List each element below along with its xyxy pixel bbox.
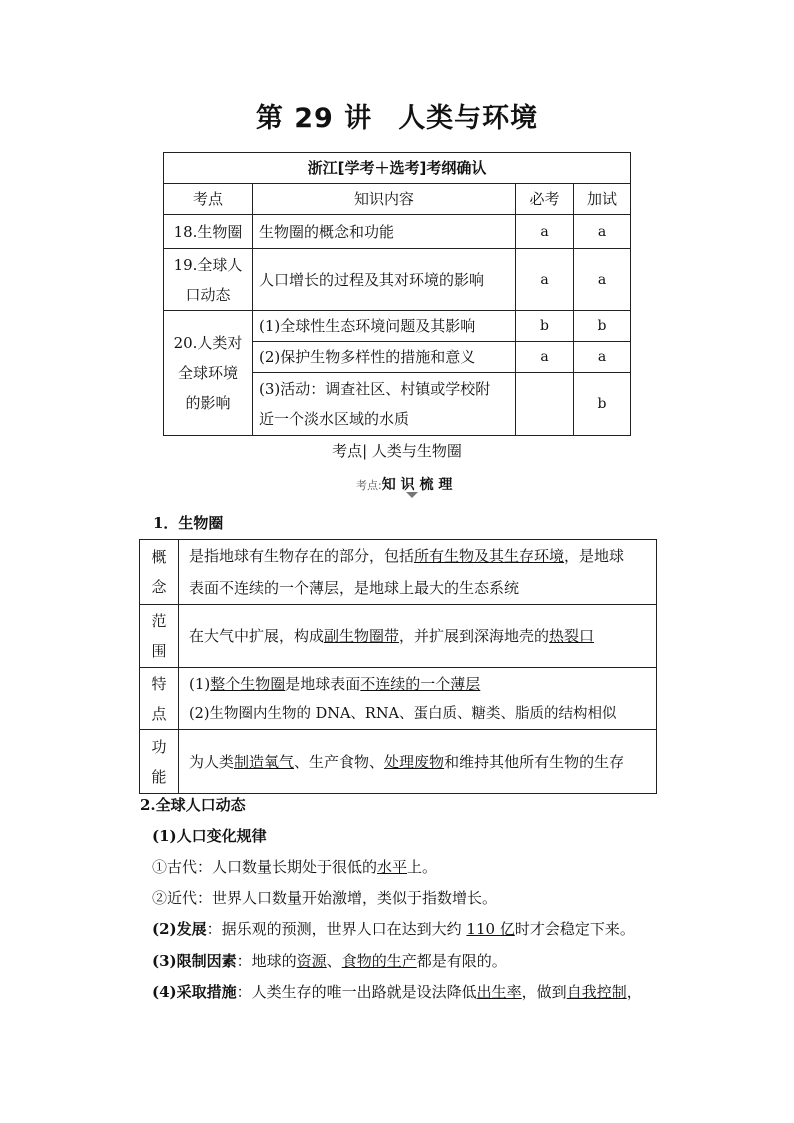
col-header-content: 知识内容 [253, 184, 516, 215]
underlined-text: 食物的生产 [341, 952, 417, 970]
col-header-extra: 加试 [574, 184, 631, 215]
text: 在大气中扩展，构成 [189, 627, 325, 645]
underlined-text: 自我控制 [566, 983, 627, 1001]
label-char: 概 [151, 548, 167, 566]
extra-cell: a [574, 249, 631, 311]
underlined-text: 热裂口 [549, 627, 595, 645]
content-line: (2)生物圈内生物的 DNA、RNA、蛋白质、糖类、脂质的结构相似 [189, 705, 617, 722]
content-cell: (2)保护生物多样性的措施和意义 [253, 342, 516, 373]
underlined-text: 处理废物 [384, 752, 445, 771]
label-char: 能 [151, 767, 167, 786]
underlined-text: 所有生物及其生存环境 [414, 547, 565, 565]
label: (3)限制因素 [152, 952, 237, 970]
underlined-text: 110 亿 [466, 920, 515, 938]
point-line: 19.全球人 [173, 255, 243, 274]
text: 是地球表面 [285, 674, 361, 693]
underlined-text: 水平 [377, 858, 408, 876]
paragraph-development [152, 918, 635, 939]
underlined-text: 出生率 [476, 983, 522, 1001]
row-content [179, 540, 657, 605]
required-cell: a [516, 249, 574, 311]
text: ，并扩展到深海地壳的 [399, 627, 550, 645]
text: 为人类 [189, 752, 235, 771]
underlined-text: 副生物圈带 [324, 627, 400, 645]
paragraph-ancient [152, 856, 437, 877]
paragraph-modern: ②近代：世界人口数量开始激增，类似于指数增长。 [152, 889, 498, 907]
text: 上。 [407, 858, 438, 876]
required-cell: b [516, 311, 574, 342]
col-header-required: 必考 [516, 184, 574, 215]
text: ， [626, 983, 642, 1001]
text: ，做到 [521, 983, 567, 1001]
row-label [140, 540, 179, 605]
extra-cell: b [574, 311, 631, 342]
underlined-text: 不连续的一个薄层 [360, 674, 481, 693]
point-line: 20.人类对 [173, 334, 243, 352]
required-cell: a [516, 215, 574, 249]
lecture-number: 第 29 讲 [255, 103, 373, 134]
point-cell [164, 249, 253, 311]
page-title [0, 96, 794, 135]
text: ：人类生存的唯一出路就是设法降低 [236, 983, 477, 1001]
badge-arrow-icon [406, 492, 418, 498]
point-cell [164, 311, 253, 436]
row-label [140, 605, 179, 668]
label-char: 围 [151, 642, 167, 660]
row-content [179, 668, 657, 730]
paragraph-measures [152, 981, 642, 1002]
paragraph-limits [152, 950, 507, 971]
extra-cell: b [574, 373, 631, 436]
content-line [189, 540, 656, 572]
text: 、 [326, 952, 342, 970]
content-cell [253, 373, 516, 436]
section2-heading: 2.全球人口动态 [140, 796, 246, 814]
required-cell: a [516, 342, 574, 373]
point-cell: 18.生物圈 [164, 215, 253, 249]
section-caption: 考点| 人类与生物圈 [332, 442, 462, 460]
label-char: 点 [151, 704, 167, 723]
underlined-text: 制造氧气 [234, 752, 295, 771]
biosphere-table [139, 539, 657, 794]
syllabus-table [163, 152, 631, 436]
text: ：据乐观的预测，世界人口在达到大约 [206, 920, 467, 938]
text: ①古代：人口数量长期处于很低的 [152, 858, 378, 876]
section1-heading: 1．生物圈 [153, 514, 224, 532]
text: 、生产食物、 [294, 752, 385, 771]
row-content [179, 730, 657, 794]
lecture-topic: 人类与环境 [398, 103, 539, 134]
text: 是指地球有生物存在的部分，包括 [189, 547, 415, 565]
label-char: 范 [151, 612, 167, 630]
label-char: 功 [151, 737, 167, 756]
content-line: 近一个淡水区域的水质 [259, 410, 410, 428]
text: ，是地球 [564, 547, 625, 565]
label: (2)发展 [152, 920, 207, 938]
content-cell: 生物圈的概念和功能 [253, 215, 516, 249]
row-label [140, 668, 179, 730]
content-line [189, 669, 656, 699]
badge-text: 知 识 梳 理 [381, 477, 453, 493]
label: (4)采取措施 [152, 983, 237, 1001]
knowledge-badge [356, 474, 452, 494]
text: ：地球的 [236, 952, 297, 970]
content-cell: (1)全球性生态环境问题及其影响 [253, 311, 516, 342]
text: 和维持其他所有生物的生存 [444, 752, 625, 771]
section2-sub1: (1)人口变化规律 [152, 827, 267, 845]
underlined-text: 整个生物圈 [210, 674, 286, 693]
col-header-point: 考点 [164, 184, 253, 215]
required-cell [516, 373, 574, 436]
text: 时才会稳定下来。 [514, 920, 635, 938]
badge-prefix: 考点: [356, 479, 382, 492]
point-line: 全球环境 [177, 364, 238, 382]
content-line: (3)活动：调查社区、村镇或学校附 [259, 380, 491, 398]
extra-cell: a [574, 342, 631, 373]
content-line: 表面不连续的一个薄层，是地球上最大的生态系统 [189, 579, 520, 597]
label-char: 特 [151, 674, 167, 693]
syllabus-header: 浙江[学考＋选考]考纲确认 [164, 153, 631, 184]
extra-cell: a [574, 215, 631, 249]
label-char: 念 [151, 578, 167, 596]
row-content [179, 605, 657, 668]
point-line: 口动态 [185, 285, 231, 304]
row-label [140, 730, 179, 794]
text: (1) [189, 674, 211, 693]
underlined-text: 资源 [296, 952, 327, 970]
point-line: 的影响 [185, 394, 231, 412]
content-cell: 人口增长的过程及其对环境的影响 [253, 249, 516, 311]
text: 都是有限的。 [416, 952, 507, 970]
